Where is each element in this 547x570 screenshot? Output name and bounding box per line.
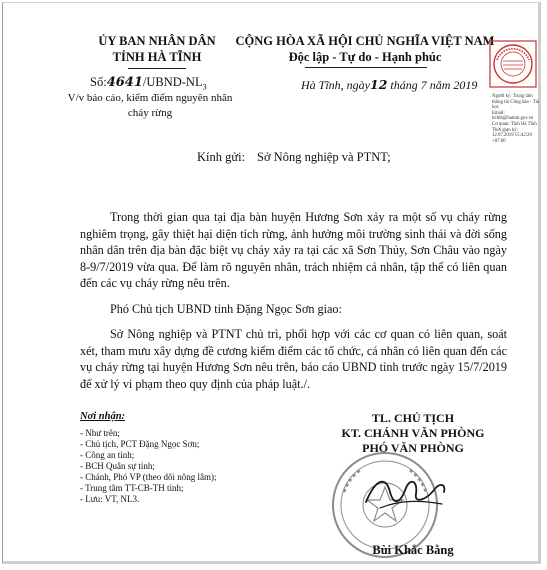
doc-number-suffix: /UBND-NL	[142, 75, 203, 89]
document-number	[90, 75, 207, 92]
body-paragraph-3: Sở Nông nghiệp và PTNT chủ trì, phối hợp với các cơ quan có liên quan, soát xét, tham mưu xây dựng đề cương kiểm điểm các tổ chức, cá nhân có liên quan đến các vụ cháy rừng tại huyện Hương Sơn nêu trên, báo cáo UBND tỉnh trước ngày 15/7/2019 để xử lý vi phạm theo quy định của pháp luật./.	[80, 327, 507, 391]
subject-line-2: cháy rừng	[127, 107, 173, 119]
recipient-item: - Trung tâm TT-CB-TH tỉnh;	[80, 483, 184, 493]
recipient-item: - Lưu: VT, NL3.	[80, 494, 140, 504]
date-prefix: Hà Tĩnh, ngày	[301, 78, 370, 92]
signature-title-2: KT. CHÁNH VĂN PHÒNG	[341, 426, 485, 440]
handwritten-signature	[360, 470, 450, 515]
issue-date	[301, 77, 477, 93]
stamp-org: Cơ quan: Tỉnh Hà Tĩnh	[492, 121, 537, 127]
body-paragraph-2: Phó Chủ tịch UBND tỉnh Đặng Ngọc Sơn giao:	[110, 302, 342, 316]
national-motto: Độc lập - Tự do - Hạnh phúc	[288, 50, 442, 64]
date-day-handwritten: 12	[370, 77, 388, 92]
issuing-authority: ỦY BAN NHÂN DÂN	[98, 34, 216, 48]
recipient-item: - Công an tỉnh;	[80, 450, 135, 460]
digital-signature-info	[492, 94, 544, 144]
recipient-item: - Chánh, Phó VP (theo dõi nông lâm);	[80, 472, 217, 482]
stamp-time-label: Thời gian ký:	[492, 127, 518, 133]
stamp-email: ttcbth@hatinh.gov.vn	[492, 116, 534, 122]
date-suffix: tháng 7 năm 2019	[390, 78, 478, 92]
digital-signature-stamp	[489, 40, 537, 88]
doc-number-prefix: Số:	[90, 75, 107, 89]
stamp-time: 12.07.2019 15:42:26 +07:00	[492, 133, 532, 144]
recipient-item: - Như trên;	[80, 428, 120, 438]
recipient-item: - Chủ tịch, PCT Đặng Ngọc Sơn;	[80, 439, 200, 449]
addressee-value: Sở Nông nghiệp và PTNT;	[257, 150, 391, 164]
doc-number-handwritten: 4641	[106, 75, 143, 90]
stamp-signer: Người ký: Trung tâm thông tin Công báo - Tin học	[492, 94, 540, 111]
issuing-province: TỈNH HÀ TĨNH	[112, 50, 202, 64]
national-title: CỘNG HÒA XÃ HỘI CHỦ NGHĨA VIỆT NAM	[235, 34, 495, 48]
recipients-list	[80, 428, 217, 505]
doc-number-subscript: 3	[202, 82, 207, 92]
signer-name: Bùi Khắc Bằng	[372, 543, 454, 557]
signature-title-1: TL. CHỦ TỊCH	[371, 411, 455, 425]
header-right-underline	[305, 67, 427, 68]
stamp-email-label: Email:	[492, 110, 505, 116]
header-left-underline	[128, 68, 186, 69]
signature-title-3: PHÓ VĂN PHÒNG	[362, 441, 464, 455]
subject-line-1: V/v báo cáo, kiểm điểm nguyên nhân	[67, 92, 233, 104]
recipients-title: Nơi nhận:	[80, 411, 126, 422]
addressee-label: Kính gửi:	[197, 150, 246, 164]
body-paragraph-1: Trong thời gian qua tại địa bàn huyện Hương Sơn xảy ra một số vụ cháy rừng nghiêm trọng, gây thiệt hại diện tích rừng, ảnh hưởng môi trường sinh thái và đời sống nhân dân trên địa bàn đặc biệt vụ cháy xảy ra tại các xã Sơn Thủy, Sơn Châu vào ngày 8-9/7/2019 vừa qua. Để làm rõ nguyên nhân, trách nhiệm cá nhân, tập thể có liên quan đến các vụ cháy rừng nêu trên.	[80, 210, 507, 291]
recipient-item: - BCH Quân sự tỉnh;	[80, 461, 155, 471]
